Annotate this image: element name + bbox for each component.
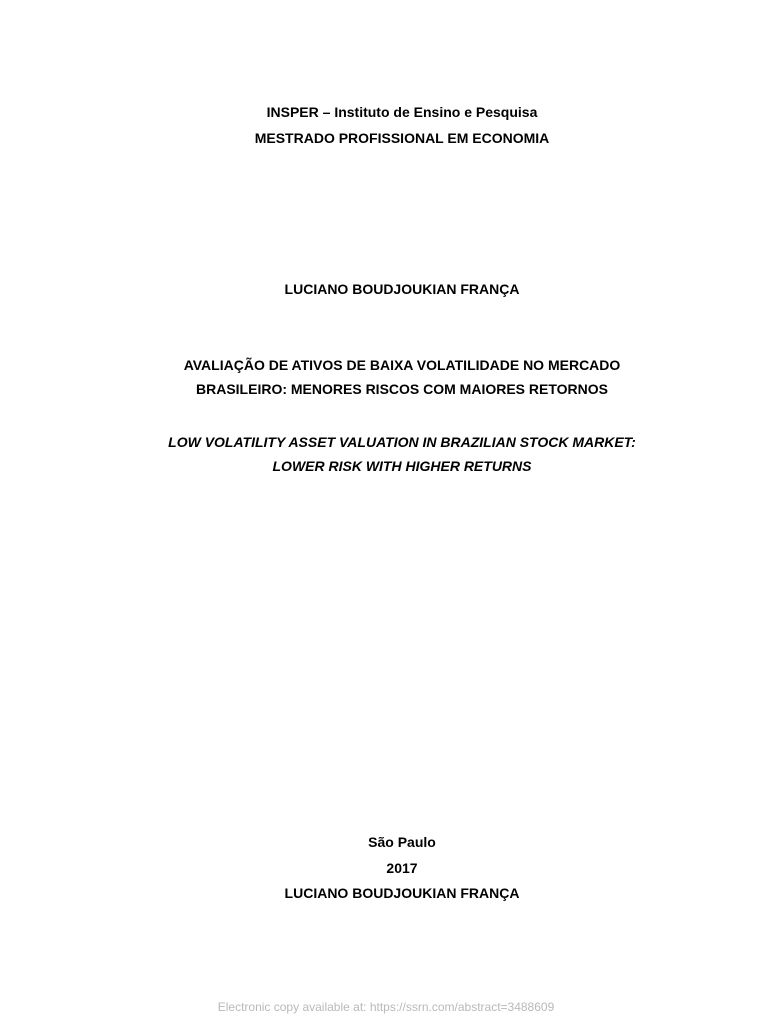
year: 2017: [386, 860, 418, 876]
institution-name: INSPER – Instituto de Ensino e Pesquisa: [266, 104, 538, 120]
title-en-line-1: LOW VOLATILITY ASSET VALUATION IN BRAZILIAN STOCK MARKET:: [168, 434, 636, 450]
ssrn-watermark: Electronic copy available at: https://ssrn.com/abstract=3488609: [217, 1000, 555, 1014]
title-pt-line-2: BRASILEIRO: MENORES RISCOS COM MAIORES RETORNOS: [196, 381, 608, 397]
city: São Paulo: [368, 834, 436, 850]
title-pt-line-1: AVALIAÇÃO DE ATIVOS DE BAIXA VOLATILIDADE NO MERCADO: [183, 357, 621, 373]
author-name: LUCIANO BOUDJOUKIAN FRANÇA: [284, 281, 520, 297]
title-en-line-2: LOWER RISK WITH HIGHER RETURNS: [272, 458, 532, 474]
program-name: MESTRADO PROFISSIONAL EM ECONOMIA: [254, 130, 550, 146]
author-name-repeat: LUCIANO BOUDJOUKIAN FRANÇA: [284, 885, 520, 901]
